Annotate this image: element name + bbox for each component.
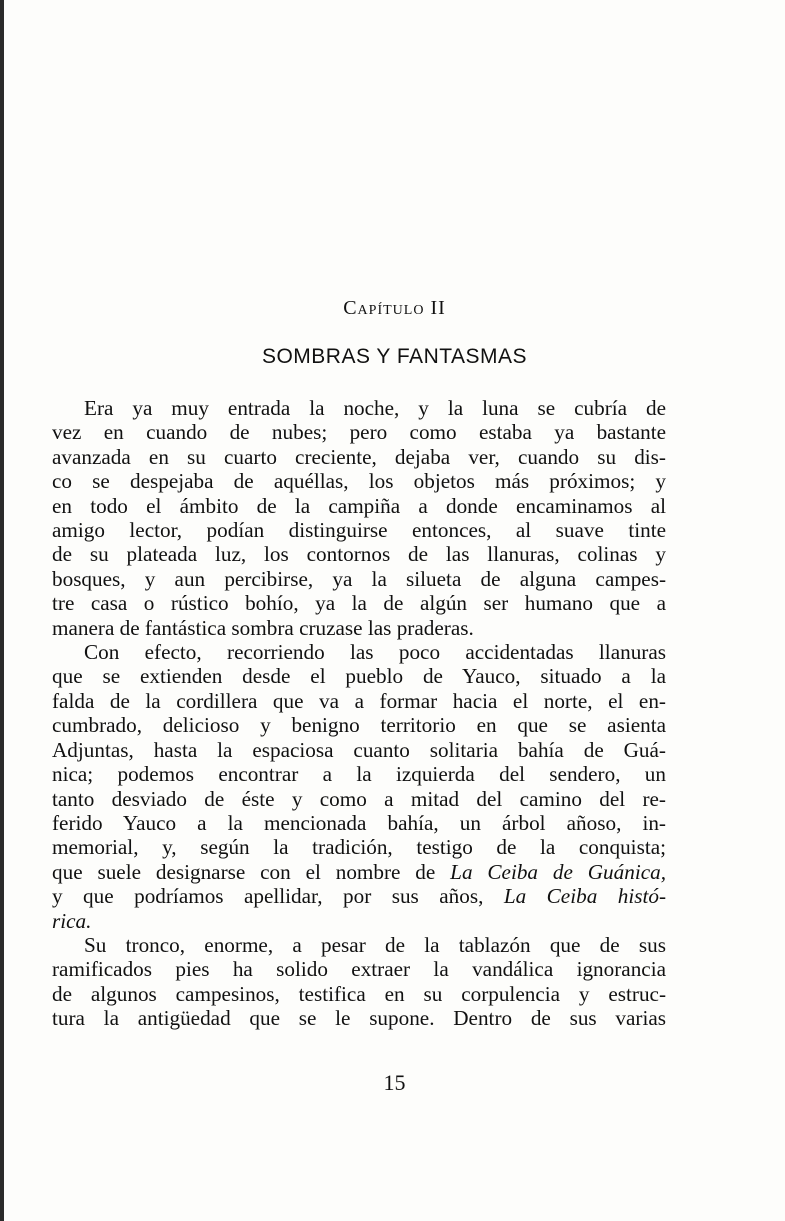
text-line: Su tronco, enorme, a pesar de la tablazón que de sus — [84, 932, 666, 957]
italic-title: La Ceiba de Guánica, — [450, 859, 666, 884]
text-line: memorial, y, según la tradición, testigo de la conquista; — [52, 835, 666, 860]
text-line: vez en cuando de nubes; pero como estaba ya bastante — [52, 420, 666, 445]
paragraph-2 — [52, 640, 666, 933]
chapter-heading — [4, 297, 785, 320]
text-line: en todo el ámbito de la campiña a donde encaminamos al — [52, 493, 666, 518]
text-line: ramificados pies ha solido extraer la vandálica ignorancia — [52, 957, 666, 982]
chapter-numeral: II — [430, 297, 446, 319]
text-line: de su plateada luz, los contornos de las llanuras, colinas y — [52, 542, 666, 567]
text-line: falda de la cordillera que va a formar hacia el norte, el en- — [52, 688, 666, 713]
text-span: que suele designarse con el nombre de — [52, 859, 451, 884]
text-line: Con efecto, recorriendo las poco accidentadas llanuras — [84, 640, 666, 665]
text-line: tre casa o rústico bohío, ya la de algún ser humano que a — [52, 591, 666, 616]
text-span: y que podríamos apellidar, por sus años, — [52, 884, 504, 909]
chapter-word: Capítulo — [343, 297, 425, 319]
text-line — [52, 909, 666, 933]
text-line: tura la antigüedad que se le supone. Dentro de sus varias — [52, 1006, 666, 1031]
text-line: avanzada en su cuarto creciente, dejaba ver, cuando su dis- — [52, 444, 666, 469]
text-line: tanto desviado de éste y como a mitad del camino del re- — [52, 786, 666, 811]
text-line: co se despejaba de aquéllas, los objetos más próximos; y — [52, 469, 666, 494]
italic-title: La Ceiba histó- — [503, 884, 667, 909]
text-line — [52, 884, 666, 908]
text-line: ferido Yauco a la mencionada bahía, un árbol añoso, in- — [52, 810, 666, 835]
chapter-title: SOMBRAS Y FANTASMAS — [261, 345, 528, 368]
text-line: bosques, y aun percibirse, ya la silueta de alguna campes- — [52, 566, 666, 591]
text-line: amigo lector, podían distinguirse entonces, al suave tinte — [52, 518, 666, 543]
paragraph-1 — [52, 396, 666, 640]
text-line: cumbrado, delicioso y benigno territorio en que se asienta — [52, 713, 666, 738]
text-line: manera de fantástica sombra cruzase las praderas. — [52, 615, 474, 640]
text-line — [52, 860, 666, 884]
italic-title: rica. — [52, 908, 92, 933]
text-line: que se extienden desde el pueblo de Yauco, situado a la — [52, 664, 666, 689]
page-number: 15 — [383, 1070, 406, 1095]
paragraph-3 — [52, 933, 666, 1031]
text-line: de algunos campesinos, testifica en su corpulencia y estruc- — [52, 981, 666, 1006]
text-line: nica; podemos encontrar a la izquierda del sendero, un — [52, 762, 666, 787]
text-line: Era ya muy entrada la noche, y la luna se cubría de — [84, 396, 666, 420]
text-line: Adjuntas, hasta la espaciosa cuanto solitaria bahía de Guá- — [52, 737, 666, 762]
body-text — [52, 396, 666, 1031]
